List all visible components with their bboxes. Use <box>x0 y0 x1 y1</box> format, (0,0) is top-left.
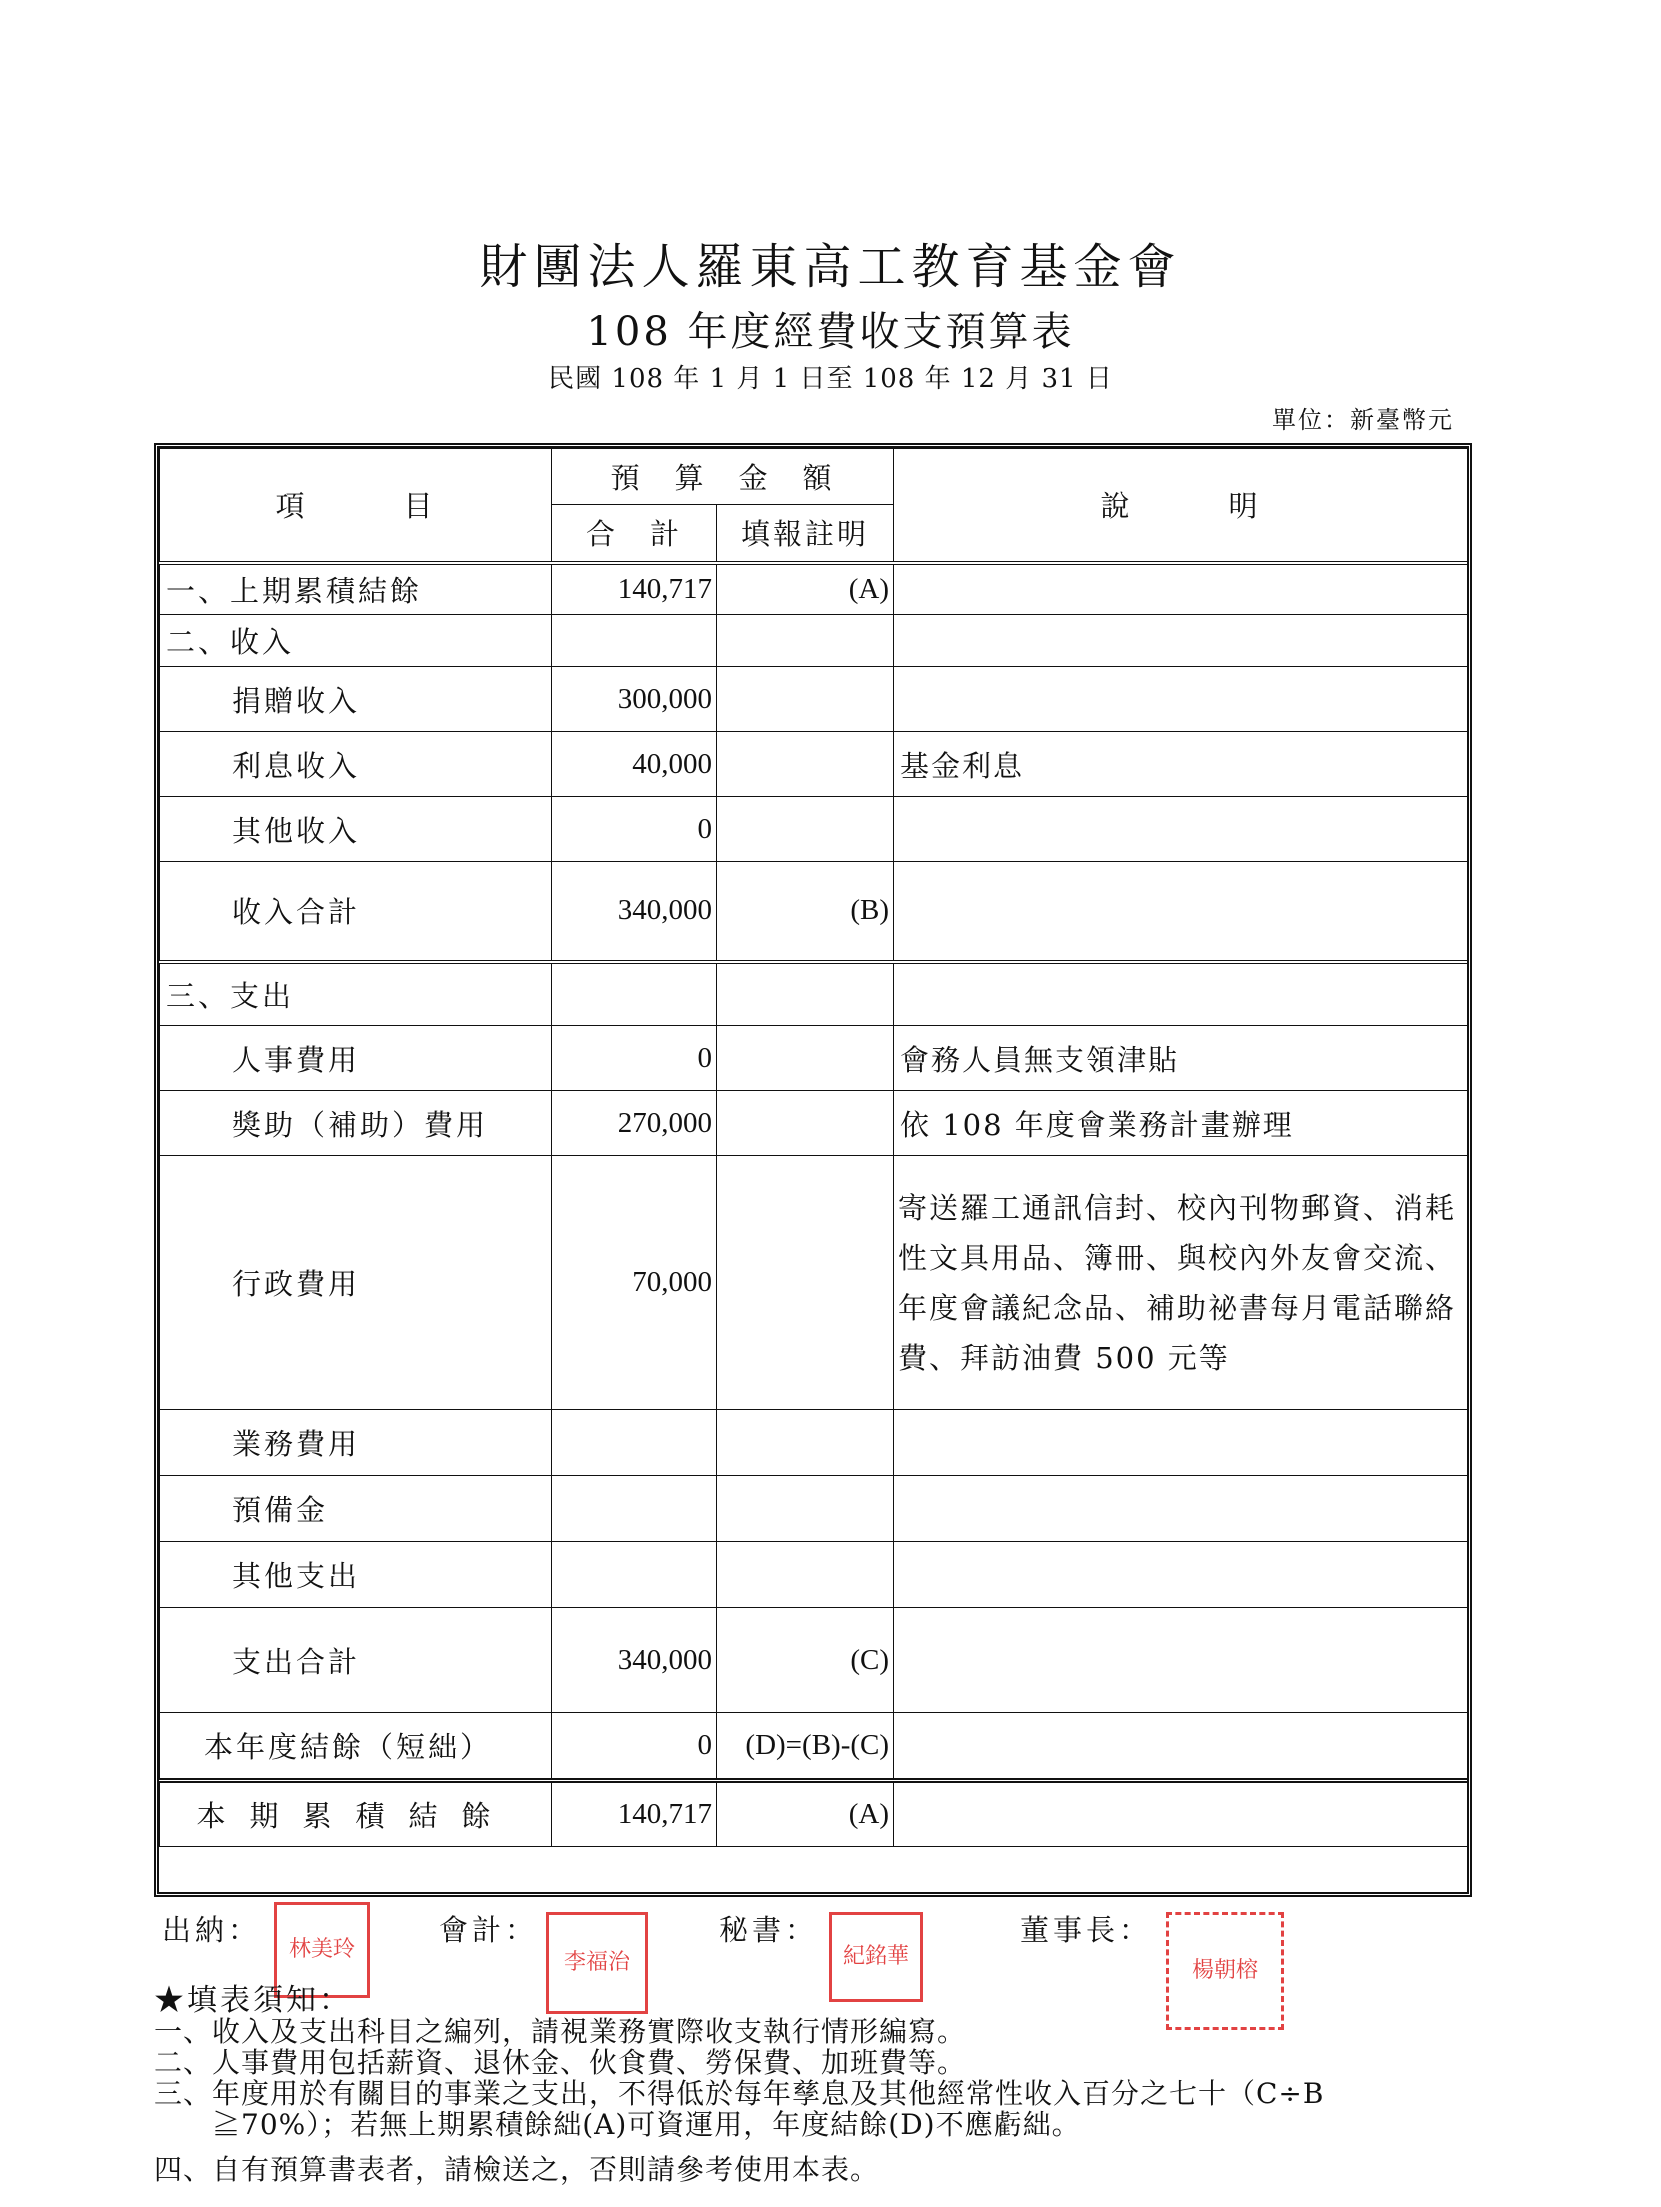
row-item: 其他收入 <box>160 797 552 862</box>
table-row <box>160 962 1468 1026</box>
header-note: 填報註明 <box>717 505 894 563</box>
instruction-item: 二、人事費用包括薪資、退休金、伙食費、勞保費、加班費等。 <box>154 2046 967 2079</box>
chairman-label: 董事長： <box>1020 1913 1153 1947</box>
row-desc <box>894 1608 1468 1713</box>
row-desc <box>894 1713 1468 1781</box>
row-item: 行政費用 <box>160 1156 552 1410</box>
row-note: (D)=(B)-(C) <box>717 1713 894 1781</box>
row-item: 預備金 <box>160 1476 552 1542</box>
budget-period: 民國 108 年 1 月 1 日至 108 年 12 月 31 日 <box>548 364 1113 394</box>
row-item: 人事費用 <box>160 1026 552 1091</box>
row-note <box>717 1476 894 1542</box>
row-total: 0 <box>552 797 717 862</box>
row-total: 340,000 <box>552 862 717 962</box>
row-item: 利息收入 <box>160 732 552 797</box>
row-item: 支出合計 <box>160 1608 552 1713</box>
row-total: 300,000 <box>552 667 717 732</box>
row-total: 0 <box>552 1026 717 1091</box>
row-desc: 依 108 年度會業務計畫辦理 <box>894 1091 1468 1156</box>
row-desc <box>894 615 1468 667</box>
row-note <box>717 797 894 862</box>
row-item: 獎助（補助）費用 <box>160 1091 552 1156</box>
row-note: (A) <box>717 563 894 615</box>
row-desc <box>894 962 1468 1026</box>
table-row <box>160 1542 1468 1608</box>
row-desc <box>894 563 1468 615</box>
row-item: 其他支出 <box>160 1542 552 1608</box>
cashier-label: 出納： <box>162 1913 262 1947</box>
row-desc <box>894 1476 1468 1542</box>
table-row <box>160 1476 1468 1542</box>
row-desc <box>894 1542 1468 1608</box>
row-desc: 會務人員無支領津貼 <box>894 1026 1468 1091</box>
row-total <box>552 615 717 667</box>
row-note <box>717 615 894 667</box>
row-desc <box>894 862 1468 962</box>
row-total: 70,000 <box>552 1156 717 1410</box>
row-item: 收入合計 <box>160 862 552 962</box>
secretary-label: 秘書： <box>719 1913 819 1947</box>
table-row <box>160 1026 1468 1091</box>
header-item: 項 目 <box>160 449 552 563</box>
row-desc <box>894 1410 1468 1476</box>
row-total: 0 <box>552 1713 717 1781</box>
row-item: 二、收入 <box>160 615 552 667</box>
row-note <box>717 1156 894 1410</box>
row-total <box>552 1476 717 1542</box>
row-total: 140,717 <box>552 563 717 615</box>
row-item: 三、支出 <box>160 962 552 1026</box>
row-note <box>717 962 894 1026</box>
row-desc <box>894 667 1468 732</box>
row-note <box>717 1410 894 1476</box>
budget-table <box>159 448 1468 1847</box>
table-row <box>160 797 1468 862</box>
table-row <box>160 1091 1468 1156</box>
row-total: 140,717 <box>552 1781 717 1847</box>
row-total <box>552 1542 717 1608</box>
row-note: (C) <box>717 1608 894 1713</box>
table-row <box>160 1410 1468 1476</box>
row-item: 本期累積結餘 <box>160 1781 552 1847</box>
row-note <box>717 1026 894 1091</box>
currency-unit: 單位：新臺幣元 <box>1272 406 1454 434</box>
row-total: 40,000 <box>552 732 717 797</box>
instruction-item: ≧70%）；若無上期累積餘絀(A)可資運用，年度結餘(D)不應虧絀。 <box>154 2108 1081 2141</box>
instruction-item: 三、年度用於有關目的事業之支出，不得低於每年孳息及其他經常性收入百分之七十（C÷B <box>154 2077 1325 2110</box>
row-note <box>717 667 894 732</box>
table-row <box>160 1781 1468 1847</box>
row-desc: 寄送羅工通訊信封、校內刊物郵資、消耗性文具用品、簿冊、與校內外友會交流、年度會議紀念品、補助祕書每月電話聯絡費、拜訪油費 500 元等 <box>894 1156 1468 1410</box>
table-row <box>160 563 1468 615</box>
instructions-heading: ★填表須知： <box>154 1983 352 2018</box>
row-desc <box>894 797 1468 862</box>
cashier-seal: 林美玲 <box>274 1902 370 1998</box>
table-row <box>160 862 1468 962</box>
row-note <box>717 732 894 797</box>
row-item: 捐贈收入 <box>160 667 552 732</box>
row-total: 340,000 <box>552 1608 717 1713</box>
header-description: 說 明 <box>894 449 1468 563</box>
org-name: 財團法人羅東高工教育基金會 <box>479 239 1182 295</box>
accountant-label: 會計： <box>439 1913 539 1947</box>
accountant-seal: 李福治 <box>546 1912 648 2014</box>
row-note: (A) <box>717 1781 894 1847</box>
row-item: 一、上期累積結餘 <box>160 563 552 615</box>
row-total <box>552 962 717 1026</box>
chairman-seal: 楊朝榕 <box>1166 1912 1284 2030</box>
instruction-item: 一、收入及支出科目之編列，請視業務實際收支執行情形編寫。 <box>154 2015 967 2048</box>
row-note: (B) <box>717 862 894 962</box>
table-row <box>160 615 1468 667</box>
row-desc <box>894 1781 1468 1847</box>
instructions <box>154 1985 1494 2185</box>
table-row <box>160 1608 1468 1713</box>
table-row <box>160 1713 1468 1781</box>
instruction-item: 四、自有預算書表者，請檢送之，否則請參考使用本表。 <box>154 2153 880 2186</box>
row-total <box>552 1410 717 1476</box>
budget-table-frame <box>154 443 1472 1897</box>
table-row <box>160 732 1468 797</box>
row-note <box>717 1091 894 1156</box>
secretary-seal: 紀銘華 <box>829 1912 923 2002</box>
row-total: 270,000 <box>552 1091 717 1156</box>
row-item: 本年度結餘（短絀） <box>160 1713 552 1781</box>
document-title: 108 年度經費收支預算表 <box>586 309 1075 355</box>
table-row <box>160 667 1468 732</box>
row-desc: 基金利息 <box>894 732 1468 797</box>
header-total: 合 計 <box>552 505 717 563</box>
header-budget-amount: 預 算 金 額 <box>552 449 894 505</box>
table-row <box>160 1156 1468 1410</box>
row-note <box>717 1542 894 1608</box>
row-item: 業務費用 <box>160 1410 552 1476</box>
